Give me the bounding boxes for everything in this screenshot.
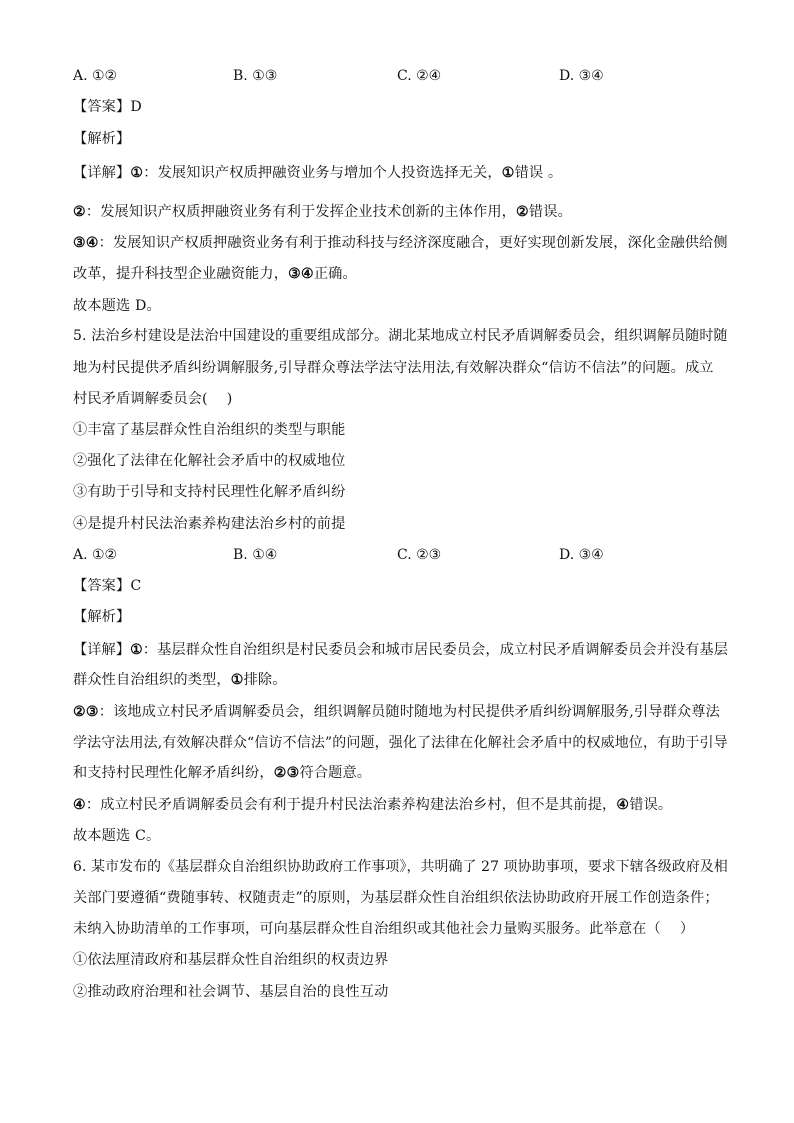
q6-stem-3: 未纳入协助清单的工作事项，可向基层群众性自治组织或其他社会力量购买服务。此举意在（ ）: [73, 921, 695, 937]
q4-option-d: D. ③④: [559, 68, 604, 84]
detail-text: 正确。: [313, 266, 357, 282]
q4-option-a: A. ①②: [73, 68, 118, 84]
statement-mark: ③④: [73, 235, 99, 251]
detail-tag: 【详解】: [73, 165, 131, 181]
statement-mark: ②: [516, 204, 529, 220]
detail-text: ：基层群众性自治组织是村民委员会和城市居民委员会，成立村民矛盾调解委员会并没有基层: [142, 642, 729, 658]
q5-statement-1: ①丰富了基层群众性自治组织的类型与职能: [73, 422, 346, 438]
q5-stem-3: 村民矛盾调解委员会( ): [73, 391, 233, 407]
q5-answer: [73, 576, 141, 596]
q5-statement-2: ②强化了法律在化解社会矛盾中的权威地位: [73, 453, 346, 469]
detail-text: 错误。: [528, 204, 572, 220]
q6-statement-2: ②推动政府治理和社会调节、基层自治的良性互动: [73, 984, 389, 1000]
q4-detail-2: [73, 202, 572, 222]
answer-value: D: [130, 99, 142, 115]
statement-mark: ②③: [73, 704, 99, 720]
q6-stem-1: 6. 某市发布的《基层群众自治组织协助政府工作事项》，共明确了 27 项协助事项，要求下辖各级政府及相: [73, 859, 728, 875]
q4-option-b: B. ①③: [233, 68, 278, 84]
q5-statement-4: ④是提升村民法治素养构建法治乡村的前提: [73, 516, 346, 532]
q4-option-c: C. ②④: [397, 68, 442, 84]
statement-mark: ②: [73, 204, 86, 220]
answer-tag: 【答案】: [73, 99, 131, 115]
detail-text: 排除。: [243, 672, 287, 688]
q4-answer: [73, 97, 142, 117]
q5-detail-1: [73, 640, 728, 660]
q4-detail-1: [73, 163, 562, 183]
q5-analysis-tag: 【解析】: [73, 609, 131, 625]
detail-text: ：成立村民矛盾调解委员会有利于提升村民法治素养构建法治乡村，但不是其前提，: [85, 797, 617, 813]
statement-mark: ①: [130, 642, 143, 658]
detail-text: 改革，提升科技型企业融资能力，: [73, 266, 289, 282]
q6-stem-2: 关部门要遵循“费随事转、权随责走”的原则，为基层群众性自治组织依法协助政府开展工作创造条件；: [73, 890, 719, 906]
q4-detail-3: [73, 233, 728, 253]
detail-text: ：发展知识产权质押融资业务有利于发挥企业技术创新的主体作用，: [85, 204, 517, 220]
q5-stem-2: 地为村民提供矛盾纠纷调解服务,引导群众尊法学法守法用法,有效解决群众“信访不信法”的问题。成立: [73, 360, 714, 376]
statement-mark: ④: [73, 797, 86, 813]
answer-value: C: [130, 578, 142, 594]
statement-mark: ②③: [273, 765, 300, 781]
q5-detail-2: [73, 670, 287, 690]
q5-detail-5: [73, 763, 371, 783]
q5-stem-1: 5. 法治乡村建设是法治中国建设的重要组成部分。湖北某地成立村民矛盾调解委员会，组织调解员随时随: [73, 328, 728, 344]
statement-mark: ③④: [288, 266, 314, 282]
detail-text: ：该地成立村民矛盾调解委员会，组织调解员随时随地为村民提供矛盾纠纷调解服务,引导群众尊法: [98, 704, 720, 720]
q4-conclusion: 故本题选 D。: [73, 298, 161, 314]
q5-option-b: B. ①④: [233, 547, 278, 563]
detail-text: 群众性自治组织的类型，: [73, 672, 231, 688]
q5-detail-4: [73, 733, 728, 753]
q5-option-c: C. ②③: [397, 547, 442, 563]
q5-option-a: A. ①②: [73, 547, 118, 563]
q5-detail-3: [73, 702, 720, 722]
statement-mark: ①: [130, 165, 144, 181]
detail-text: 学法守法用法,有效解决群众“信访不信法”的问题，强化了法律在化解社会矛盾中的权威地位，有助于引导: [73, 735, 728, 751]
q5-conclusion: 故本题选 C。: [73, 828, 161, 844]
q6-statement-1: ①依法厘清政府和基层群众性自治组织的权责边界: [73, 952, 389, 968]
q5-option-d: D. ③④: [559, 547, 604, 563]
detail-text: 符合题意。: [299, 765, 372, 781]
q4-detail-4: [73, 264, 357, 284]
statement-mark: ④: [616, 797, 630, 813]
detail-text: 和支持村民理性化解矛盾纠纷，: [73, 765, 274, 781]
detail-text: ：发展知识产权质押融资业务与增加个人投资选择无关，: [143, 165, 502, 181]
q4-analysis-tag: 【解析】: [73, 131, 131, 147]
q5-detail-6: [73, 795, 672, 815]
detail-text: 错误。: [629, 797, 673, 813]
detail-text: 错误 。: [514, 165, 563, 181]
statement-mark: ①: [501, 165, 515, 181]
statement-mark: ①: [230, 672, 244, 688]
detail-tag: 【详解】: [73, 642, 131, 658]
answer-tag: 【答案】: [73, 578, 131, 594]
q5-statement-3: ③有助于引导和支持村民理性化解矛盾纠纷: [73, 484, 346, 500]
detail-text: ：发展知识产权质押融资业务有利于推动科技与经济深度融合，更好实现创新发展，深化金融供给侧: [98, 235, 728, 251]
